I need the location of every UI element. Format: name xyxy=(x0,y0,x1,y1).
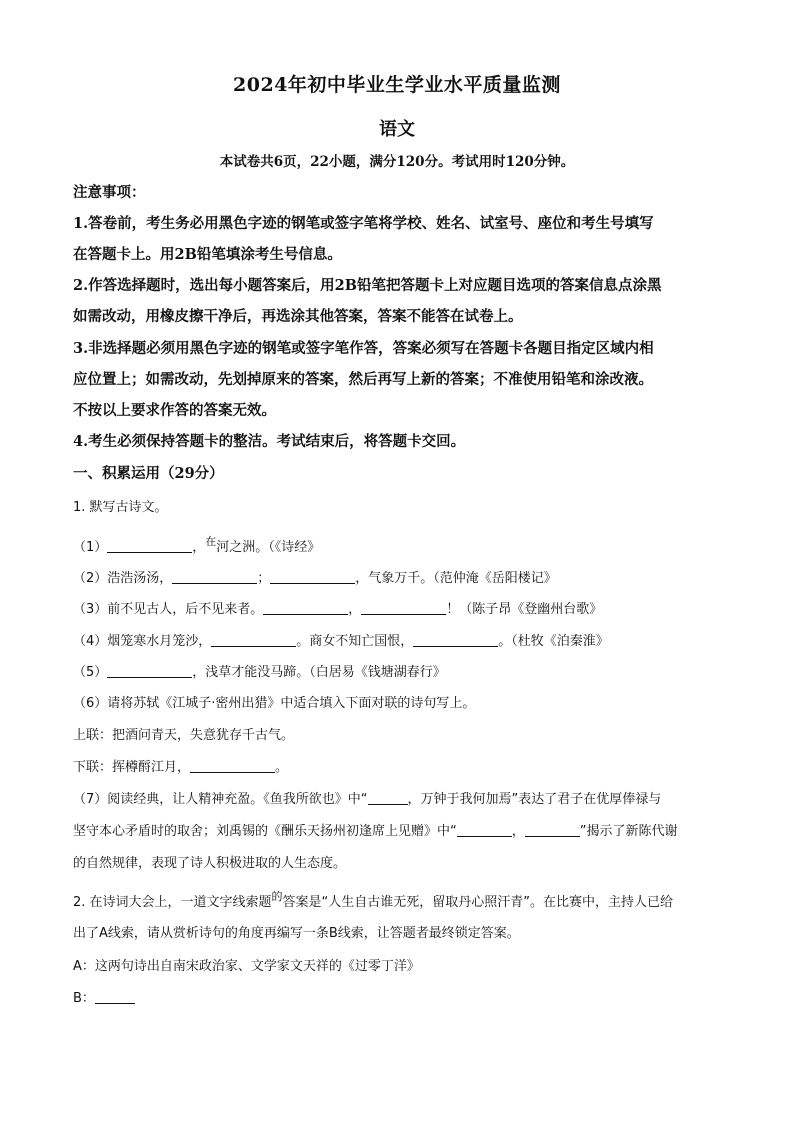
answer-blank[interactable] xyxy=(190,758,275,773)
question-1-item-6: （6）请将苏轼《江城子·密州出猎》中适合填入下面对联的诗句写上。 xyxy=(73,696,476,711)
section-1-heading: 一、积累运用（29分） xyxy=(73,465,224,482)
notice-item-1-line-1: 1.答卷前，考生务必用黑色字迹的钢笔或签字笔将学校、姓名、试室号、座位和考生号填写 xyxy=(73,215,654,232)
notice-item-4: 4.考生必须保持答题卡的整洁。考试结束后，将答题卡交回。 xyxy=(73,433,466,450)
clue-a: A：这两句诗出自南宋政治家、文学家文天祥的《过零丁洋》 xyxy=(73,959,420,974)
question-1-item-7-line-2 xyxy=(73,820,678,839)
question-1-item-3 xyxy=(73,598,602,617)
q2-text-a: 2. 在诗词大会上，一道文字线索题 xyxy=(73,895,272,910)
superscript-char: 的 xyxy=(271,890,283,903)
question-1-item-7-line-1 xyxy=(73,788,661,807)
item-text-b: 。商女不知亡国恨， xyxy=(296,634,414,649)
answer-blank[interactable] xyxy=(361,600,446,615)
answer-blank[interactable] xyxy=(107,538,192,553)
item-text-c: ”揭示了新陈代谢 xyxy=(579,824,678,839)
item-text-b: ， xyxy=(511,824,525,839)
item-text-b: ，万钟于我何加焉”表达了君子在优厚俸禄与 xyxy=(407,792,662,807)
subject-title: 语文 xyxy=(379,119,415,140)
answer-blank[interactable] xyxy=(172,569,257,584)
superscript-char: 在 xyxy=(205,535,217,548)
clue-b-label: B： xyxy=(73,991,95,1006)
item-text-b: ； xyxy=(257,571,271,586)
notice-item-3-line-1: 3.非选择题必须用黑色字迹的钢笔或签字笔作答，答案必须写在答题卡各题目指定区域内相 xyxy=(73,340,654,357)
notice-heading: 注意事项： xyxy=(73,184,146,201)
question-1-item-4 xyxy=(73,630,609,649)
couplet-lower xyxy=(73,756,288,775)
item-text-b: ， xyxy=(348,602,362,617)
notice-item-3-line-2: 应位置上；如需改动，先划掉原来的答案，然后再写上新的答案；不准使用铅笔和涂改液。 xyxy=(73,371,653,388)
clue-b xyxy=(73,987,135,1006)
item-text-c: ！（陈子昂《登幽州台歌》 xyxy=(446,602,603,617)
question-2-line-2: 出了A线索，请从赏析诗句的角度再编写一条B线索，让答题者最终锁定答案。 xyxy=(73,926,520,941)
question-1-item-1: （1） ，$^在$河之洲。（《诗经》 xyxy=(73,535,321,555)
exam-info: 本试卷共6页，22小题，满分120分。考试用时120分钟。 xyxy=(219,154,575,170)
answer-blank[interactable] xyxy=(263,600,348,615)
notice-item-3-line-3: 不按以上要求作答的答案无效。 xyxy=(73,402,276,419)
exam-title: 2024年初中毕业生学业水平质量监测 xyxy=(233,74,561,96)
answer-blank[interactable] xyxy=(107,663,192,678)
item-text: 河之洲。（《诗经》 xyxy=(216,540,321,555)
notice-item-1-line-2: 在答题卡上。用2B铅笔填涂考生号信息。 xyxy=(73,246,342,263)
item-text-a: （3）前不见古人，后不见来者。 xyxy=(73,602,264,617)
answer-blank[interactable] xyxy=(368,790,408,805)
item-text-a: （4）烟笼寒水月笼沙， xyxy=(73,634,212,649)
item-text-a: （7）阅读经典，让人精神充盈。《鱼我所欲也》中“ xyxy=(73,792,368,807)
item-text-c: 。（杜牧《泊秦淮》 xyxy=(498,634,609,649)
couplet-upper: 上联：把酒问青天，失意犹存千古气。 xyxy=(73,728,295,743)
item-number: （1） xyxy=(73,540,108,555)
answer-blank[interactable] xyxy=(457,822,512,837)
couplet-lower-end: 。 xyxy=(275,760,289,775)
couplet-lower-text: 下联：挥樽酹江月， xyxy=(73,760,191,775)
item-text-c: ，气象万千。（范仲淹《岳阳楼记》 xyxy=(355,571,557,586)
notice-item-2-line-2: 如需改动，用橡皮擦干净后，再选涂其他答案，答案不能答在试卷上。 xyxy=(73,308,523,325)
answer-blank[interactable] xyxy=(95,989,135,1004)
question-1-item-7-line-3: 的自然规律，表现了诗人积极进取的人生态度。 xyxy=(73,856,347,871)
item-text-a: （5） xyxy=(73,665,108,680)
item-text-a: （2）浩浩汤汤， xyxy=(73,571,173,586)
item-text-b: ，浅草才能没马蹄。（白居易《钱塘湖春行》 xyxy=(192,665,446,680)
answer-blank[interactable] xyxy=(413,632,498,647)
question-1-stem: 1. 默写古诗文。 xyxy=(73,500,168,515)
answer-blank[interactable] xyxy=(270,569,355,584)
answer-blank[interactable] xyxy=(525,822,580,837)
question-2-line-1 xyxy=(73,888,673,910)
notice-item-2-line-1: 2.作答选择题时，选出每小题答案后，用2B铅笔把答题卡上对应题目选项的答案信息点涂黑 xyxy=(73,277,662,294)
q2-text-b: 答案是“人生自古谁无死，留取丹心照汗青”。在比赛中，主持人已给 xyxy=(282,895,674,910)
question-1-item-5 xyxy=(73,661,446,680)
question-1-item-2 xyxy=(73,567,557,586)
answer-blank[interactable] xyxy=(211,632,296,647)
item-text-a: 坚守本心矛盾时的取舍；刘禹锡的《酬乐天扬州初逢席上见赠》中“ xyxy=(73,824,457,839)
